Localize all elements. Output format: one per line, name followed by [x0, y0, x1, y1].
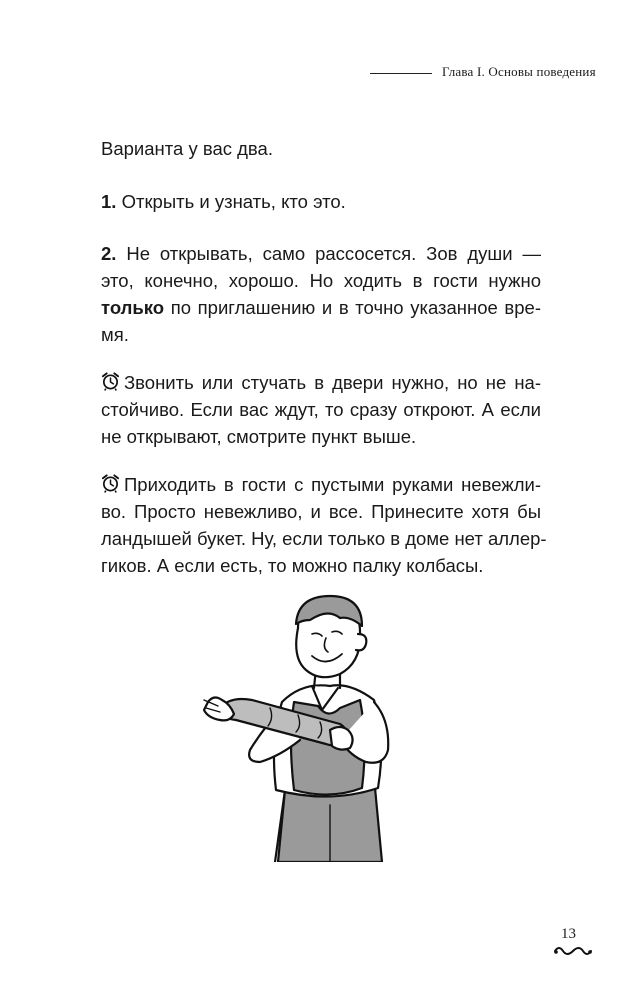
option-2-line-3-text: по приглашению и в точно указанное вре-	[170, 297, 542, 318]
option-1-paragraph	[101, 188, 541, 215]
tip-2-paragraph	[101, 471, 547, 579]
man-holding-sausage-illustration	[190, 590, 400, 862]
tip-1-line-1	[101, 369, 541, 396]
option-2-line-4: мя.	[101, 324, 129, 345]
option-1-number: 1.	[101, 191, 117, 212]
option-1-line	[101, 188, 541, 215]
tip-1-line-2: стойчиво. Если вас ждут, то сразу откроют. А если	[101, 399, 541, 420]
tip-2-line-2: во. Просто невежливо, и все. Принесите хотя бы	[101, 501, 541, 522]
tip-1-line-1-text: Звонить или стучать в двери нужно, но не на-	[124, 372, 541, 393]
tip-2-line-3: ландышей букет. Ну, если только в доме нет аллер-	[101, 528, 547, 549]
tip-1-line-3: не открывают, смотрите пункт выше.	[101, 426, 417, 447]
tip-2-line-4: гиков. А если есть, то можно палку колбасы.	[101, 555, 484, 576]
tip-2-line-1-text: Приходить в гости с пустыми руками невежли-	[124, 474, 541, 495]
option-1-text: Открыть и узнать, кто это.	[121, 191, 346, 212]
option-2-line-3	[101, 294, 541, 321]
alarm-clock-icon	[101, 371, 120, 391]
alarm-clock-icon	[101, 473, 120, 493]
tip-1-paragraph	[101, 369, 541, 450]
option-2-line-1-text: Не открывать, само рассосется. Зов души —	[126, 243, 542, 264]
intro-text: Варианта у вас два.	[101, 138, 273, 159]
option-2-number: 2.	[101, 243, 117, 264]
header-rule	[370, 73, 432, 74]
option-2-line-2: это, конечно, хорошо. Но ходить в гости нужно	[101, 270, 541, 291]
option-2-line-1	[101, 240, 541, 267]
option-2-paragraph	[101, 240, 541, 348]
running-head: Глава I. Основы поведения	[442, 64, 596, 79]
intro-paragraph	[101, 135, 541, 162]
option-2-emphasis: только	[101, 297, 165, 318]
page-number: 13	[561, 926, 576, 942]
swirl-ornament	[553, 943, 593, 957]
tip-2-line-1	[101, 471, 541, 498]
